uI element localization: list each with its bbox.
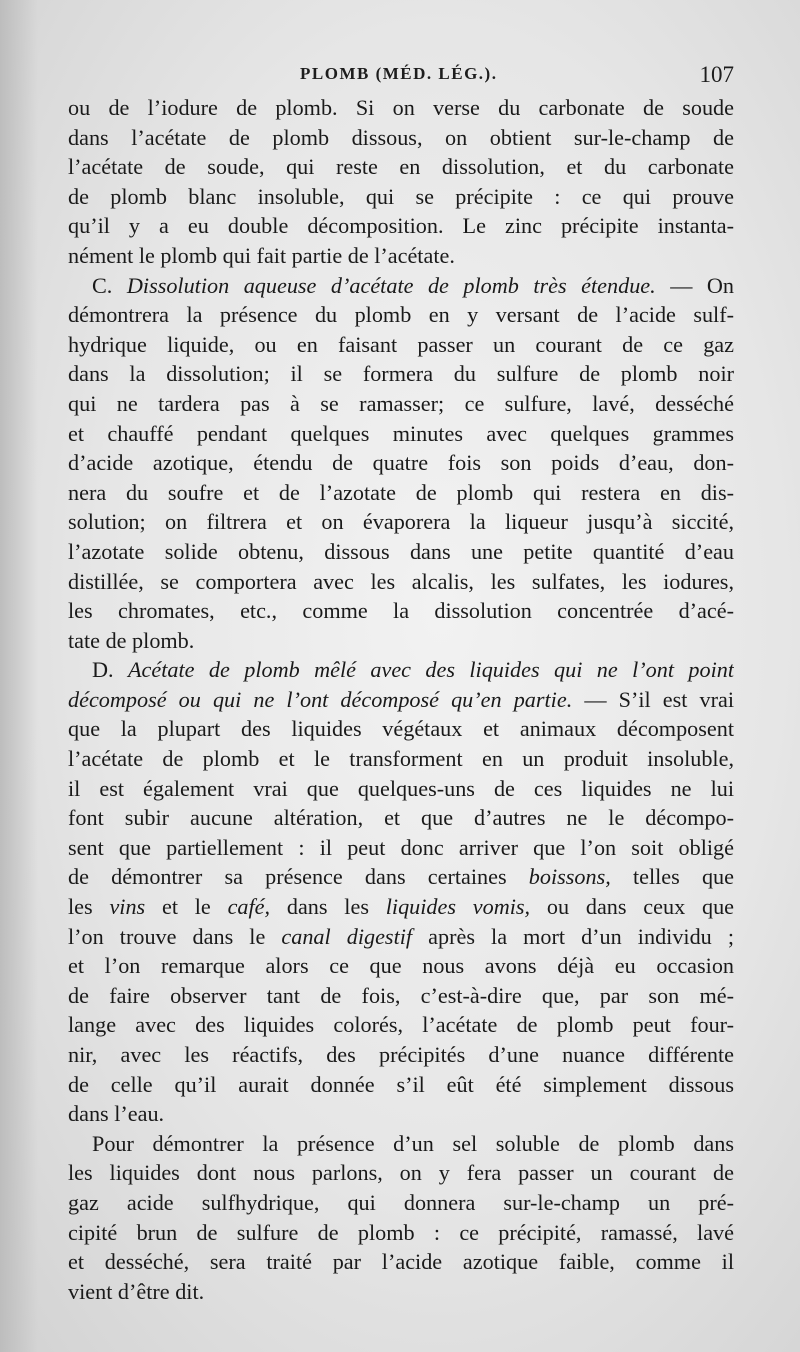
text-line: sent que partiellement : il peut donc arriver que l’on soit obligé — [68, 834, 734, 860]
section-heading-tail: — S’il est vrai — [572, 686, 734, 712]
text-line: les liquides dont nous parlons, on y fera passer un courant de — [68, 1160, 734, 1186]
text-line: solution; on filtrera et on évaporera la liqueur jusqu’à siccité, — [68, 509, 734, 535]
text-line: il est également vrai que quelques-uns de ces liquides ne lui — [68, 775, 734, 801]
text-line: nément le plomb qui fait partie de l’acétate. — [68, 242, 455, 268]
text-line: et desséché, sera traité par l’acide azotique faible, comme il — [68, 1249, 734, 1275]
text-line: l’azotate solide obtenu, dissous dans une petite quantité d’eau — [68, 538, 734, 564]
italic-term: café, — [227, 894, 271, 920]
text-line: nir, avec les réactifs, des précipités d’une nuance différente — [68, 1042, 734, 1067]
paragraph-section-d — [68, 655, 734, 1129]
text-line: dans l’eau. — [68, 1101, 165, 1127]
page-number: 107 — [699, 62, 734, 87]
text-run: l’on trouve dans le — [68, 923, 282, 949]
section-heading-tail: — On — [655, 272, 734, 298]
page-gutter-shadow — [0, 0, 38, 1352]
text-run: après la mort d’un individu ; — [412, 923, 734, 949]
text-line: qu’il y a eu double décomposition. Le zinc précipite instanta- — [68, 213, 734, 239]
running-title: PLOMB (MÉD. LÉG.). — [300, 64, 498, 83]
text-line: gaz acide sulfhydrique, qui donnera sur-le-champ un pré- — [68, 1189, 734, 1215]
italic-term: liquides vomis, — [385, 894, 531, 920]
text-line: dans la dissolution; il se formera du sulfure de plomb noir — [68, 361, 734, 387]
section-heading-part-2: décomposé ou qui ne l’ont décomposé qu’en partie. — [68, 686, 573, 712]
text-line-mixed — [68, 922, 734, 952]
text-line: vient d’être dit. — [68, 1278, 205, 1304]
running-header — [68, 62, 734, 92]
text-line: ou de l’iodure de plomb. Si on verse du carbonate de soude — [68, 95, 734, 120]
section-d-heading-line-2 — [68, 685, 734, 715]
text-line: Pour démontrer la présence d’un sel soluble de plomb dans — [92, 1130, 734, 1156]
text-line: cipité brun de sulfure de plomb : ce précipité, ramassé, lavé — [68, 1219, 734, 1245]
text-line: qui ne tardera pas à se ramasser; ce sulfure, lavé, desséché — [68, 390, 734, 416]
section-label: C. — [92, 272, 113, 298]
text-run: de démontrer sa présence dans certaines — [68, 864, 529, 890]
text-line: les chromates, etc., comme la dissolution concentrée d’acé- — [68, 598, 734, 624]
text-line: lange avec des liquides colorés, l’acétate de plomb peut four- — [68, 1012, 734, 1038]
section-d-heading-line-1 — [68, 655, 734, 685]
text-line: dans l’acétate de plomb dissous, on obtient sur-le-champ de — [68, 124, 734, 150]
text-line-mixed — [68, 862, 734, 892]
paragraph-final — [68, 1129, 734, 1307]
text-run: et le — [145, 894, 228, 920]
text-line: de faire observer tant de fois, c’est-à-dire que, par son mé- — [68, 982, 734, 1008]
text-line: que la plupart des liquides végétaux et animaux décomposent — [68, 716, 734, 742]
text-line: et l’on remarque alors ce que nous avons déjà eu occasion — [68, 953, 734, 979]
section-heading-part-1: Acétate de plomb mêlé avec des liquides qui ne l’ont point — [127, 657, 734, 683]
page-body — [68, 93, 734, 1306]
section-c-heading-line — [68, 271, 734, 301]
text-line: font subir aucune altération, et que d’autres ne le décompo- — [68, 805, 734, 831]
paragraph-section-c — [68, 271, 734, 656]
text-run: les — [68, 894, 110, 920]
text-line-mixed — [68, 892, 734, 922]
text-line: et chauffé pendant quelques minutes avec quelques grammes — [68, 420, 734, 446]
text-line: de plomb blanc insoluble, qui se précipite : ce qui prouve — [68, 183, 734, 209]
text-line: distillée, se comportera avec les alcalis, les sulfates, les iodures, — [68, 568, 734, 594]
paragraph-continuation — [68, 93, 734, 271]
text-line: tate de plomb. — [68, 627, 195, 653]
text-line: démontrera la présence du plomb en y versant de l’acide sulf- — [68, 302, 734, 328]
text-line: nera du soufre et de l’azotate de plomb qui restera en dis- — [68, 479, 734, 505]
italic-term: vins — [109, 894, 146, 920]
text-line: l’acétate de plomb et le transforment en un produit insoluble, — [68, 746, 734, 772]
text-line: d’acide azotique, étendu de quatre fois son poids d’eau, don- — [68, 450, 734, 476]
text-line: de celle qu’il aurait donnée s’il eût été simplement dissous — [68, 1071, 734, 1097]
text-run: telles que — [610, 864, 734, 890]
italic-term: canal digestif — [281, 923, 413, 949]
text-run: ou dans ceux que — [530, 894, 734, 920]
section-label: D. — [92, 657, 114, 683]
text-run: dans les — [270, 894, 386, 920]
text-line: l’acétate de soude, qui reste en dissolution, et du carbonate — [68, 154, 734, 180]
text-line: hydrique liquide, ou en faisant passer un courant de ce gaz — [68, 331, 734, 357]
section-heading: Dissolution aqueuse d’acétate de plomb très étendue. — [126, 272, 656, 298]
italic-term: boissons, — [528, 864, 611, 890]
